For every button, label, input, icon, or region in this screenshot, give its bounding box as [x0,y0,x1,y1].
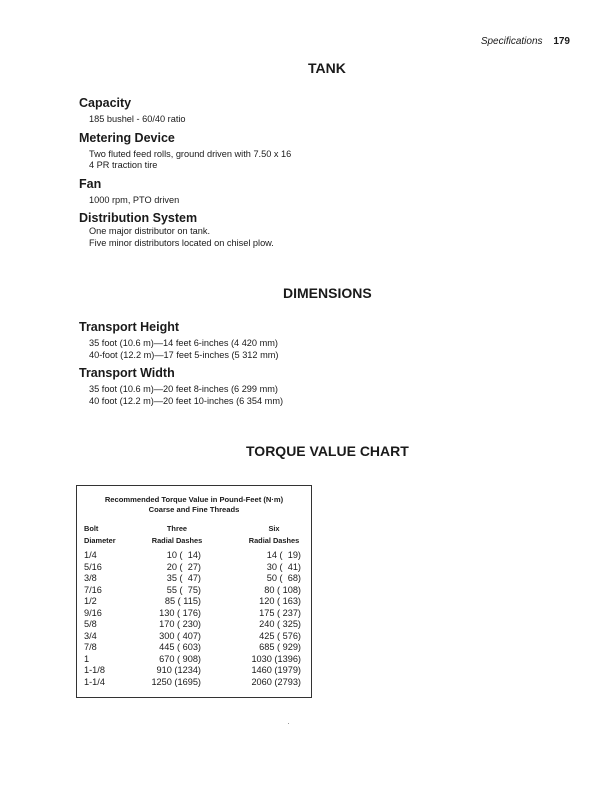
column-header-bolt: Bolt [84,524,99,533]
table-row [77,665,311,677]
bolt-diameter-cell: 9/16 [84,607,102,618]
fan-line: 1000 rpm, PTO driven [89,194,180,205]
capacity-body [89,114,559,126]
table-row [77,642,311,654]
transport-height-body [89,338,559,361]
distribution-system-line: Five minor distributors located on chisel plow. [89,237,274,248]
bolt-diameter-cell: 5/16 [84,561,102,572]
bolt-diameter-cell: 5/8 [84,619,97,629]
torque-title-line: Recommended Torque Value in Pound-Feet (N·m) [104,495,284,504]
column-header-diameter: Diameter [84,536,116,545]
page-header [481,36,570,47]
table-row [77,596,311,608]
table-row [77,619,311,631]
bolt-diameter-cell: 1/4 [84,550,97,560]
six-dash-torque-cell: 14 ( 19) [266,550,301,560]
three-dash-torque-cell: 1250 (1695) [151,676,201,687]
six-dash-torque-cell: 240 ( 325) [259,619,301,629]
transport-width-line: 35 foot (10.6 m)—20 feet 8-inches (6 299 mm) [89,384,278,394]
table-row [77,585,311,597]
torque-rows [77,550,311,688]
dimensions-section [79,320,559,407]
transport-height-line: 40-foot (12.2 m)—17 feet 5-inches (5 312 mm) [89,349,279,360]
metering-device-line: Two fluted feed rolls, ground driven with 7.50 x 16 [89,148,292,159]
bolt-diameter-cell: 1-1/8 [84,665,105,675]
transport-width-heading: Transport Width [79,366,175,380]
table-row [77,677,311,689]
bolt-diameter-cell: 1/2 [84,596,97,606]
transport-width-body [89,384,559,407]
table-row [77,654,311,666]
six-dash-torque-cell: 50 ( 68) [266,573,301,583]
tank-heading: TANK [308,60,346,76]
table-row [77,550,311,562]
transport-width-line: 40 foot (12.2 m)—20 feet 10-inches (6 354 mm) [89,395,284,406]
column-header-three-radial: Radial Dashes [151,536,203,545]
transport-height-heading: Transport Height [79,320,180,334]
three-dash-torque-cell: 910 (1234) [156,665,201,675]
bolt-diameter-cell: 7/8 [84,642,97,652]
three-dash-torque-cell: 55 ( 75) [166,584,201,595]
six-dash-torque-cell: 175 ( 237) [259,607,301,618]
capacity-heading: Capacity [79,96,132,110]
table-row [77,631,311,643]
three-dash-torque-cell: 130 ( 176) [159,607,201,618]
distribution-system-body [89,226,559,249]
six-dash-torque-cell: 1460 (1979) [251,665,301,675]
distribution-system-heading: Distribution System [79,211,198,225]
metering-device-heading: Metering Device [79,130,175,145]
page-number: 179 [553,36,570,47]
three-dash-torque-cell: 35 ( 47) [166,573,201,583]
table-row [77,608,311,620]
table-row [77,562,311,574]
three-dash-torque-cell: 445 ( 603) [159,642,201,652]
torque-title-line: Coarse and Fine Threads [148,504,240,514]
distribution-system-line: One major distributor on tank. [89,226,211,236]
fan-heading: Fan [79,176,102,191]
bolt-diameter-cell: 3/4 [84,630,97,641]
three-dash-torque-cell: 10 ( 14) [166,550,201,560]
six-dash-torque-cell: 685 ( 929) [259,642,301,652]
bolt-diameter-cell: 7/16 [84,584,102,595]
torque-heading: TORQUE VALUE CHART [246,443,409,459]
tank-section [79,96,559,249]
capacity-line: 185 bushel - 60/40 ratio [89,114,186,124]
three-dash-torque-cell: 300 ( 407) [159,630,201,641]
bolt-diameter-cell: 1 [84,653,90,664]
torque-table-title [77,495,311,514]
metering-device-line: 4 PR traction tire [89,160,158,170]
six-dash-torque-cell: 425 ( 576) [259,630,301,641]
bolt-diameter-cell: 3/8 [84,573,97,583]
bolt-diameter-cell: 1-1/4 [84,676,105,687]
scan-artifact [288,723,289,724]
six-dash-torque-cell: 1030 (1396) [251,653,301,664]
fan-body [89,195,559,207]
column-header-six: Six [268,524,280,533]
transport-height-line: 35 foot (10.6 m)—14 feet 6-inches (4 420 mm) [89,338,278,348]
six-dash-torque-cell: 30 ( 41) [266,561,301,572]
table-row [77,573,311,585]
three-dash-torque-cell: 85 ( 115) [164,596,201,606]
three-dash-torque-cell: 20 ( 27) [166,561,201,572]
dimensions-heading: DIMENSIONS [283,285,372,301]
column-header-three: Three [166,524,188,533]
six-dash-torque-cell: 80 ( 108) [264,584,301,595]
section-name: Specifications [480,36,543,47]
three-dash-torque-cell: 670 ( 908) [159,653,201,664]
metering-device-body [89,149,559,172]
three-dash-torque-cell: 170 ( 230) [159,619,201,629]
six-dash-torque-cell: 2060 (2793) [251,676,301,687]
torque-table [76,485,312,698]
column-header-six-radial: Radial Dashes [248,536,300,545]
six-dash-torque-cell: 120 ( 163) [259,596,301,606]
